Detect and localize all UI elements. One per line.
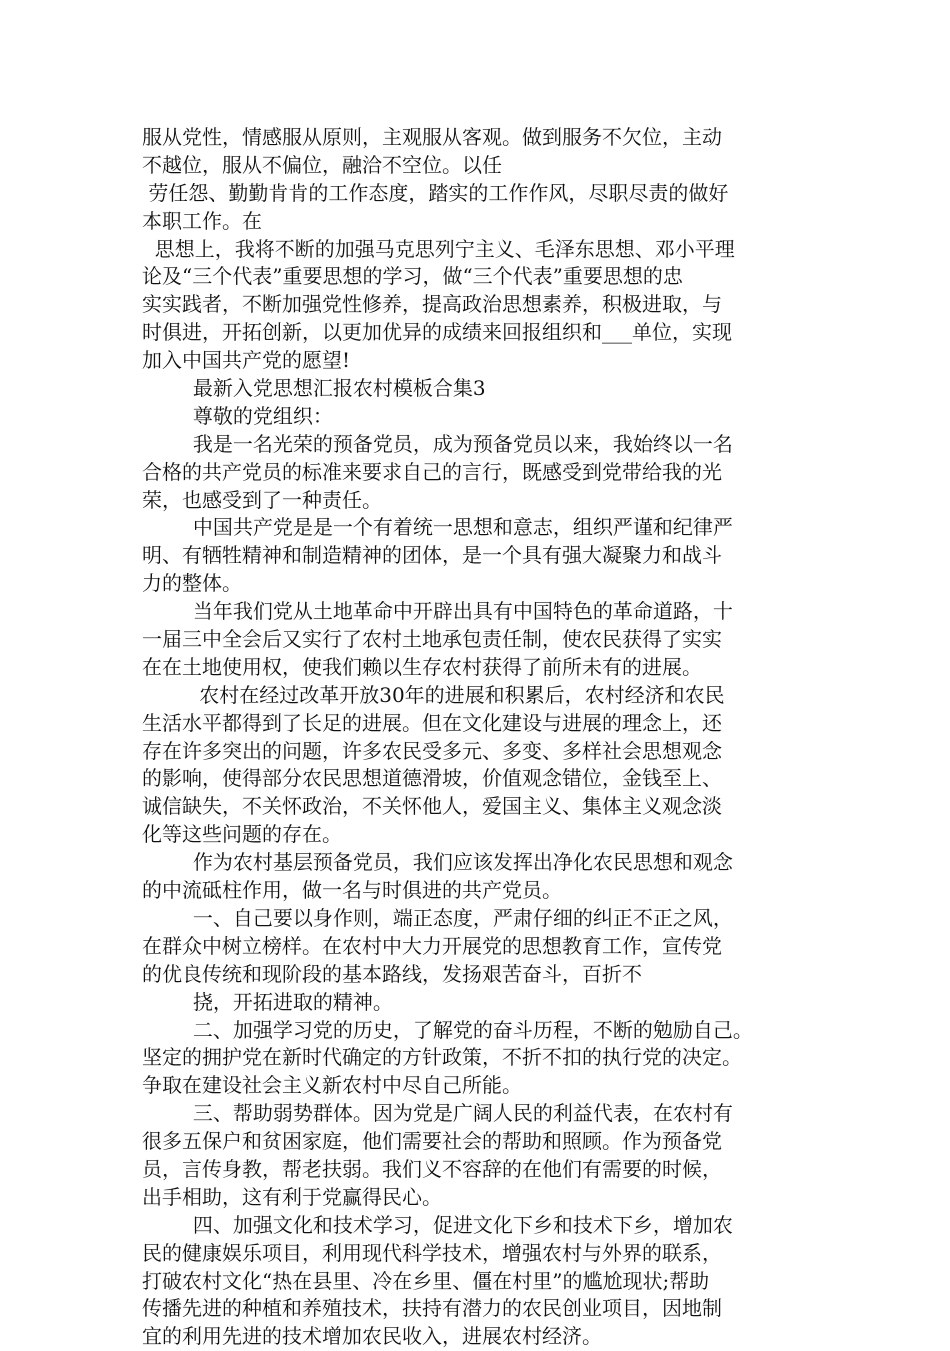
text-line: 化等这些问题的存在。 <box>142 822 342 847</box>
text-line: 服从党性，情感服从原则，主观服从客观。做到服务不欠位，主动 <box>142 125 722 149</box>
text-line: 我是一名光荣的预备党员，成为预备党员以来，我始终以一名 <box>142 431 733 456</box>
text-line: 合格的共产党员的标准来要求自己的言行，既感受到党带给我的光 <box>142 459 722 484</box>
section-title: 最新入党思想汇报农村模板合集3 <box>142 376 486 401</box>
text-line: 打破农村文化“热在县里、冷在乡里、僵在村里”的尴尬现状;帮助 <box>142 1268 710 1293</box>
text-line: 当年我们党从土地革命中开辟出具有中国特色的革命道路，十 <box>142 599 733 624</box>
text-line: 争取在建设社会主义新农村中尽自己所能。 <box>142 1073 522 1098</box>
text-line: 二、加强学习党的历史，了解党的奋斗历程，不断的勉励自己。 <box>142 1017 753 1042</box>
text-line: 不越位，服从不偏位，融洽不空位。以任 <box>142 152 502 177</box>
text-line: 一届三中全会后又实行了农村土地承包责任制，使农民获得了实实 <box>142 627 722 652</box>
text-line: 荣，也感受到了一种责任。 <box>142 487 382 512</box>
text-line: 明、有牺牲精神和制造精神的团体，是一个具有强大凝聚力和战斗 <box>142 543 722 568</box>
text-line: 四、加强文化和技术学习，促进文化下乡和技术下乡，增加农 <box>142 1212 733 1237</box>
text-line: 劳任怨、勤勤肯肯的工作态度，踏实的工作作风，尽职尽责的做好 <box>142 180 729 205</box>
text-line: 时俱进，开拓创新，以更加优异的成绩来回报组织和___单位，实现 <box>142 320 732 345</box>
text-line: 一、自己要以身作则，端正态度，严肃仔细的纠正不正之风， <box>142 905 733 930</box>
text-line: 挠，开拓进取的精神。 <box>142 989 393 1014</box>
text-line: 作为农村基层预备党员，我们应该发挥出净化农民思想和观念 <box>142 850 733 875</box>
text-line: 的中流砥柱作用，做一名与时俱进的共产党员。 <box>142 878 562 903</box>
text-line: 生活水平都得到了长足的进展。但在文化建设与进展的理念上，还 <box>142 710 722 735</box>
text-line: 的优良传统和现阶段的基本路线，发扬艰苦奋斗，百折不 <box>142 961 642 986</box>
text-line: 农村在经过改革开放30年的进展和积累后，农村经济和农民 <box>142 682 725 707</box>
text-line: 坚定的拥护党在新时代确定的方针政策，不折不扣的执行党的决定。 <box>142 1045 742 1070</box>
text-line: 三、帮助弱势群体。因为党是广阔人民的利益代表，在农村有 <box>142 1101 733 1126</box>
text-line: 的影响，使得部分农民思想道德滑坡，价值观念错位，金钱至上、 <box>142 766 722 791</box>
text-line: 很多五保户和贫困家庭，他们需要社会的帮助和照顾。作为预备党 <box>142 1129 722 1154</box>
text-line: 出手相助，这有利于党赢得民心。 <box>142 1184 442 1209</box>
salutation: 尊敬的党组织： <box>142 403 333 428</box>
text-line: 论及“三个代表”重要思想的学习，做“三个代表”重要思想的忠 <box>142 264 683 289</box>
text-line: 力的整体。 <box>142 571 242 596</box>
text-line: 中国共产党是是一个有着统一思想和意志，组织严谨和纪律严 <box>142 515 733 540</box>
text-line: 民的健康娱乐项目，利用现代科学技术，增强农村与外界的联系， <box>142 1240 722 1265</box>
text-line: 思想上，我将不断的加强马克思列宁主义、毛泽东思想、邓小平理 <box>142 236 735 261</box>
text-line: 加入中国共产党的愿望! <box>142 348 351 373</box>
text-line: 实实践者，不断加强党性修养，提高政治思想素养，积极进取，与 <box>142 292 722 317</box>
document-body <box>142 124 822 1351</box>
text-line: 本职工作。在 <box>142 208 262 233</box>
text-line: 宜的利用先进的技术增加农民收入，进展农村经济。 <box>142 1324 602 1349</box>
text-line: 存在许多突出的问题，许多农民受多元、多变、多样社会思想观念 <box>142 738 722 763</box>
text-line: 在群众中树立榜样。在农村中大力开展党的思想教育工作，宣传党 <box>142 933 722 958</box>
text-line: 传播先进的种植和养殖技术，扶持有潜力的农民创业项目，因地制 <box>142 1296 722 1321</box>
text-line: 在在土地使用权，使我们赖以生存农村获得了前所未有的进展。 <box>142 654 702 679</box>
text-line: 诚信缺失，不关怀政治，不关怀他人，爱国主义、集体主义观念淡 <box>142 794 722 819</box>
text-line: 员，言传身教，帮老扶弱。我们义不容辞的在他们有需要的时候， <box>142 1156 722 1181</box>
